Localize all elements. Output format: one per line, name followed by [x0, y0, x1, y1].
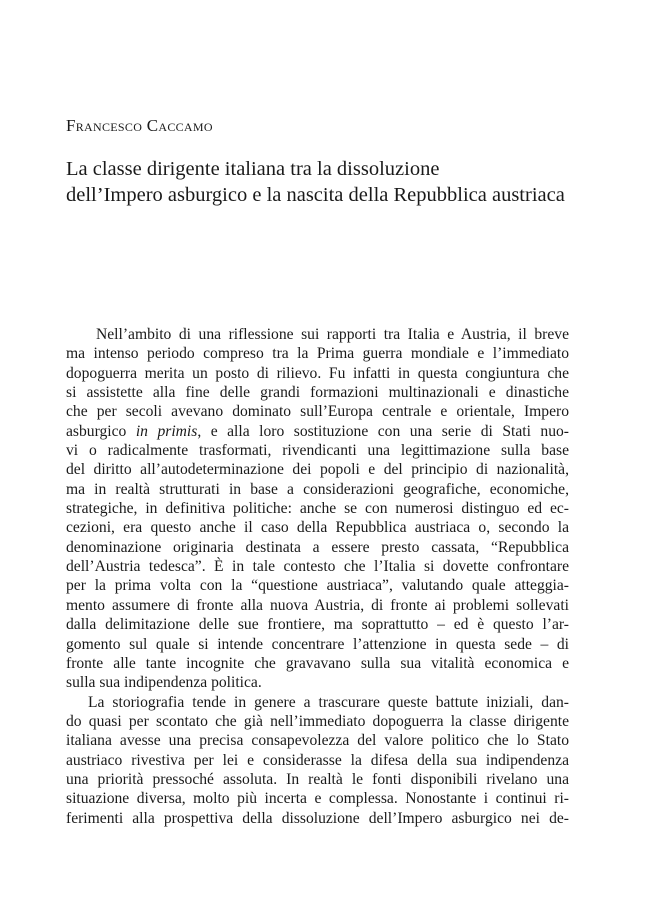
text-line: sulla sua indipendenza politica.	[66, 674, 262, 692]
text-line: do quasi per scontato che già nell’immediato dopoguerra la classe dirigente	[66, 712, 569, 730]
text-line: gomento sul quale si intende concentrare l’attenzione in questa sede – di	[66, 635, 569, 653]
title-line: La classe dirigente italiana tra la dissoluzione	[66, 158, 440, 180]
text-line: una priorità pressoché assoluta. In realtà le fonti disponibili rivelano una	[66, 770, 569, 788]
text-line: dalla delimitazione delle sue frontiere, ma soprattutto – ed è questo l’ar-	[66, 616, 569, 634]
paragraph-1	[66, 325, 569, 693]
text-line: ma in realtà strutturati in base a considerazioni geografiche, economiche,	[66, 480, 569, 498]
text-line: ma intenso periodo compreso tra la Prima guerra mondiale e l’immediato	[66, 345, 569, 363]
text-line: dell’Austria tedesca”. È in tale contesto che l’Italia si dovette confrontare	[66, 558, 569, 576]
text-line	[66, 422, 569, 441]
text-run: asburgico	[66, 422, 136, 440]
emphasis-in-primis: in primis	[135, 422, 198, 440]
text-line: cezioni, era questo anche il caso della Repubblica austriaca o, secondo la	[66, 519, 569, 537]
text-line: vi o radicalmente trasformati, rivendicanti una legittimazione sulla base	[66, 442, 569, 460]
author-name: Francesco Caccamo	[66, 116, 213, 135]
text-line: fronte alle tante incognite che gravavano sulla sua vitalità economica e	[66, 654, 569, 672]
text-line: austriaco rivestiva per lei e considerasse la difesa della sua indipendenza	[66, 751, 569, 769]
text-line: strategiche, in definitiva politiche: anche se con numerosi distinguo ed ec-	[66, 500, 569, 518]
text-run: , e alla loro sostituzione con una serie di Stati nuo-	[197, 422, 569, 440]
text-line: mento assumere di fronte alla nuova Austria, di fronte ai problemi sollevati	[66, 596, 569, 614]
text-line: La storiografia tende in genere a trascurare queste battute iniziali, dan-	[88, 693, 569, 711]
text-line: del diritto all’autodeterminazione dei popoli e del principio di nazionalità,	[66, 461, 569, 479]
paragraph-2	[66, 693, 569, 828]
text-line: per la prima volta con la “questione austriaca”, valutando quale atteggia-	[66, 577, 569, 595]
text-line: italiana avesse una precisa consapevolezza del valore politico che lo Stato	[66, 732, 569, 750]
article-body	[66, 325, 569, 828]
text-line: che per secoli avevano dominato sull’Europa centrale e orientale, Impero	[66, 403, 569, 421]
article-title	[66, 156, 565, 208]
text-line: situazione diversa, molto più incerta e complessa. Nonostante i continui ri-	[66, 790, 569, 808]
text-line: si assistette alla fine delle grandi formazioni multinazionali e dinastiche	[66, 384, 569, 402]
title-line: dell’Impero asburgico e la nascita della Repubblica austriaca	[66, 184, 565, 206]
text-line: dopoguerra merita un posto di rilievo. Fu infatti in questa congiuntura che	[66, 364, 569, 382]
text-line: Nell’ambito di una riflessione sui rapporti tra Italia e Austria, il breve	[96, 326, 569, 343]
text-line: ferimenti alla prospettiva della dissoluzione dell’Impero asburgico nei de-	[66, 809, 569, 827]
text-line: denominazione originaria destinata a essere presto cassata, “Repubblica	[66, 538, 569, 556]
